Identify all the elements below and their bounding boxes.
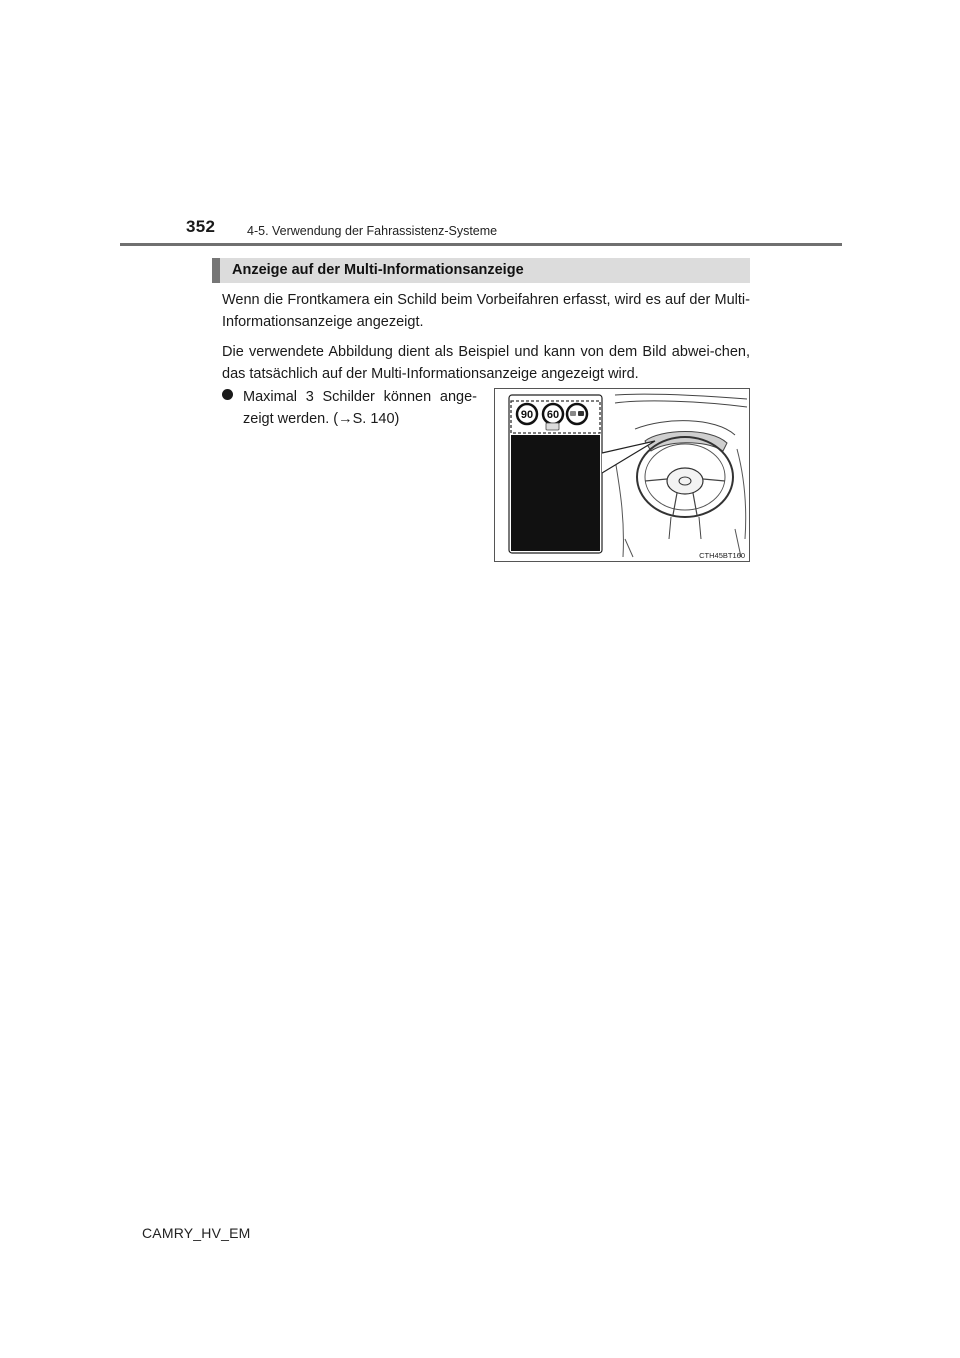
figure-code: CTH45BT160 — [699, 551, 745, 560]
bullet-item — [222, 386, 477, 430]
section-heading — [212, 258, 750, 283]
document-id: CAMRY_HV_EM — [142, 1225, 251, 1241]
sign-90-label: 90 — [520, 409, 534, 421]
page-number: 352 — [186, 217, 216, 236]
bullet-text: Maximal 3 Schilder können ange-zeigt werden. (→S. 140) — [243, 389, 477, 427]
paragraph-illustration-note: Die verwendete Abbildung dient als Beispiel und kann von dem Bild abwei-chen, das tatsächlich auf der Multi-Informationsanzeige angezeigt wird. — [222, 344, 750, 382]
dashboard-illustration — [494, 388, 750, 562]
sign-60-label: 60 — [546, 409, 560, 421]
section-heading-text: Anzeige auf der Multi-Informationsanzeige — [232, 262, 524, 278]
no-overtaking-sign-icon — [567, 404, 587, 424]
section-header: 4-5. Verwendung der Fahrassistenz-Systeme — [247, 224, 498, 238]
paragraph-frontcamera: Wenn die Frontkamera ein Schild beim Vorbeifahren erfasst, wird es auf der Multi-Informationsanzeige angezeigt. — [222, 292, 750, 330]
speed-sign-90-icon — [517, 404, 537, 424]
header-divider — [120, 243, 842, 246]
bullet-dot-icon — [222, 389, 233, 400]
dashboard-drawing — [495, 389, 751, 563]
